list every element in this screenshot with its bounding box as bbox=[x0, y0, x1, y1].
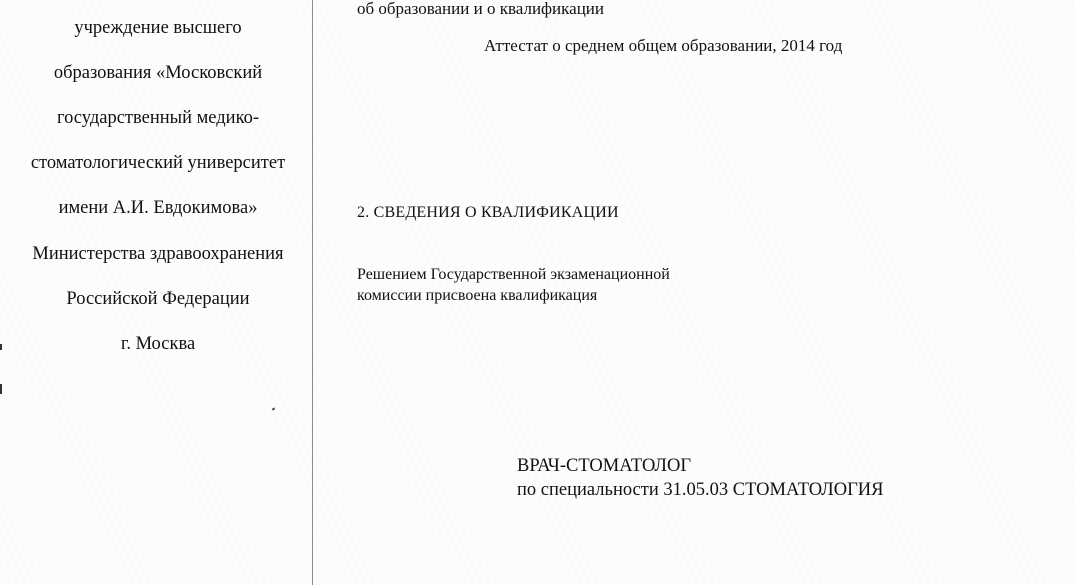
issuer-line: имени А.И. Евдокимова» bbox=[58, 198, 258, 219]
paper-speck bbox=[272, 407, 276, 410]
qualification-section-heading: 2. СВЕДЕНИЯ О КВАЛИФИКАЦИИ bbox=[357, 204, 619, 221]
left-column bbox=[0, 0, 312, 585]
previous-education-document: Аттестат о среднем общем образовании, 2014 год bbox=[484, 36, 843, 55]
issuer-line: Российской Федерации bbox=[66, 288, 250, 309]
issuer-line: стоматологический университет bbox=[30, 153, 286, 174]
edge-mark bbox=[0, 344, 2, 350]
commission-decision bbox=[357, 264, 670, 306]
qualification-title: ВРАЧ-СТОМАТОЛОГ bbox=[517, 456, 692, 476]
edge-mark bbox=[0, 384, 2, 394]
issuer-line: образования «Московский bbox=[53, 62, 263, 83]
previous-education-heading: об образовании и о квалификации bbox=[357, 0, 604, 18]
issuer-line: учреждение высшего bbox=[74, 17, 242, 38]
specialty-line: по специальности 31.05.03 СТОМАТОЛОГИЯ bbox=[517, 480, 884, 500]
decision-line: комиссии присвоена квалификация bbox=[357, 287, 598, 304]
issuer-line: г. Москва bbox=[120, 333, 196, 354]
issuer-line: Министерства здравоохранения bbox=[32, 243, 284, 264]
column-divider bbox=[312, 0, 313, 585]
issuer-line: государственный медико- bbox=[56, 107, 260, 128]
issuing-institution bbox=[8, 0, 308, 378]
decision-line: Решением Государственной экзаменационной bbox=[357, 266, 670, 283]
